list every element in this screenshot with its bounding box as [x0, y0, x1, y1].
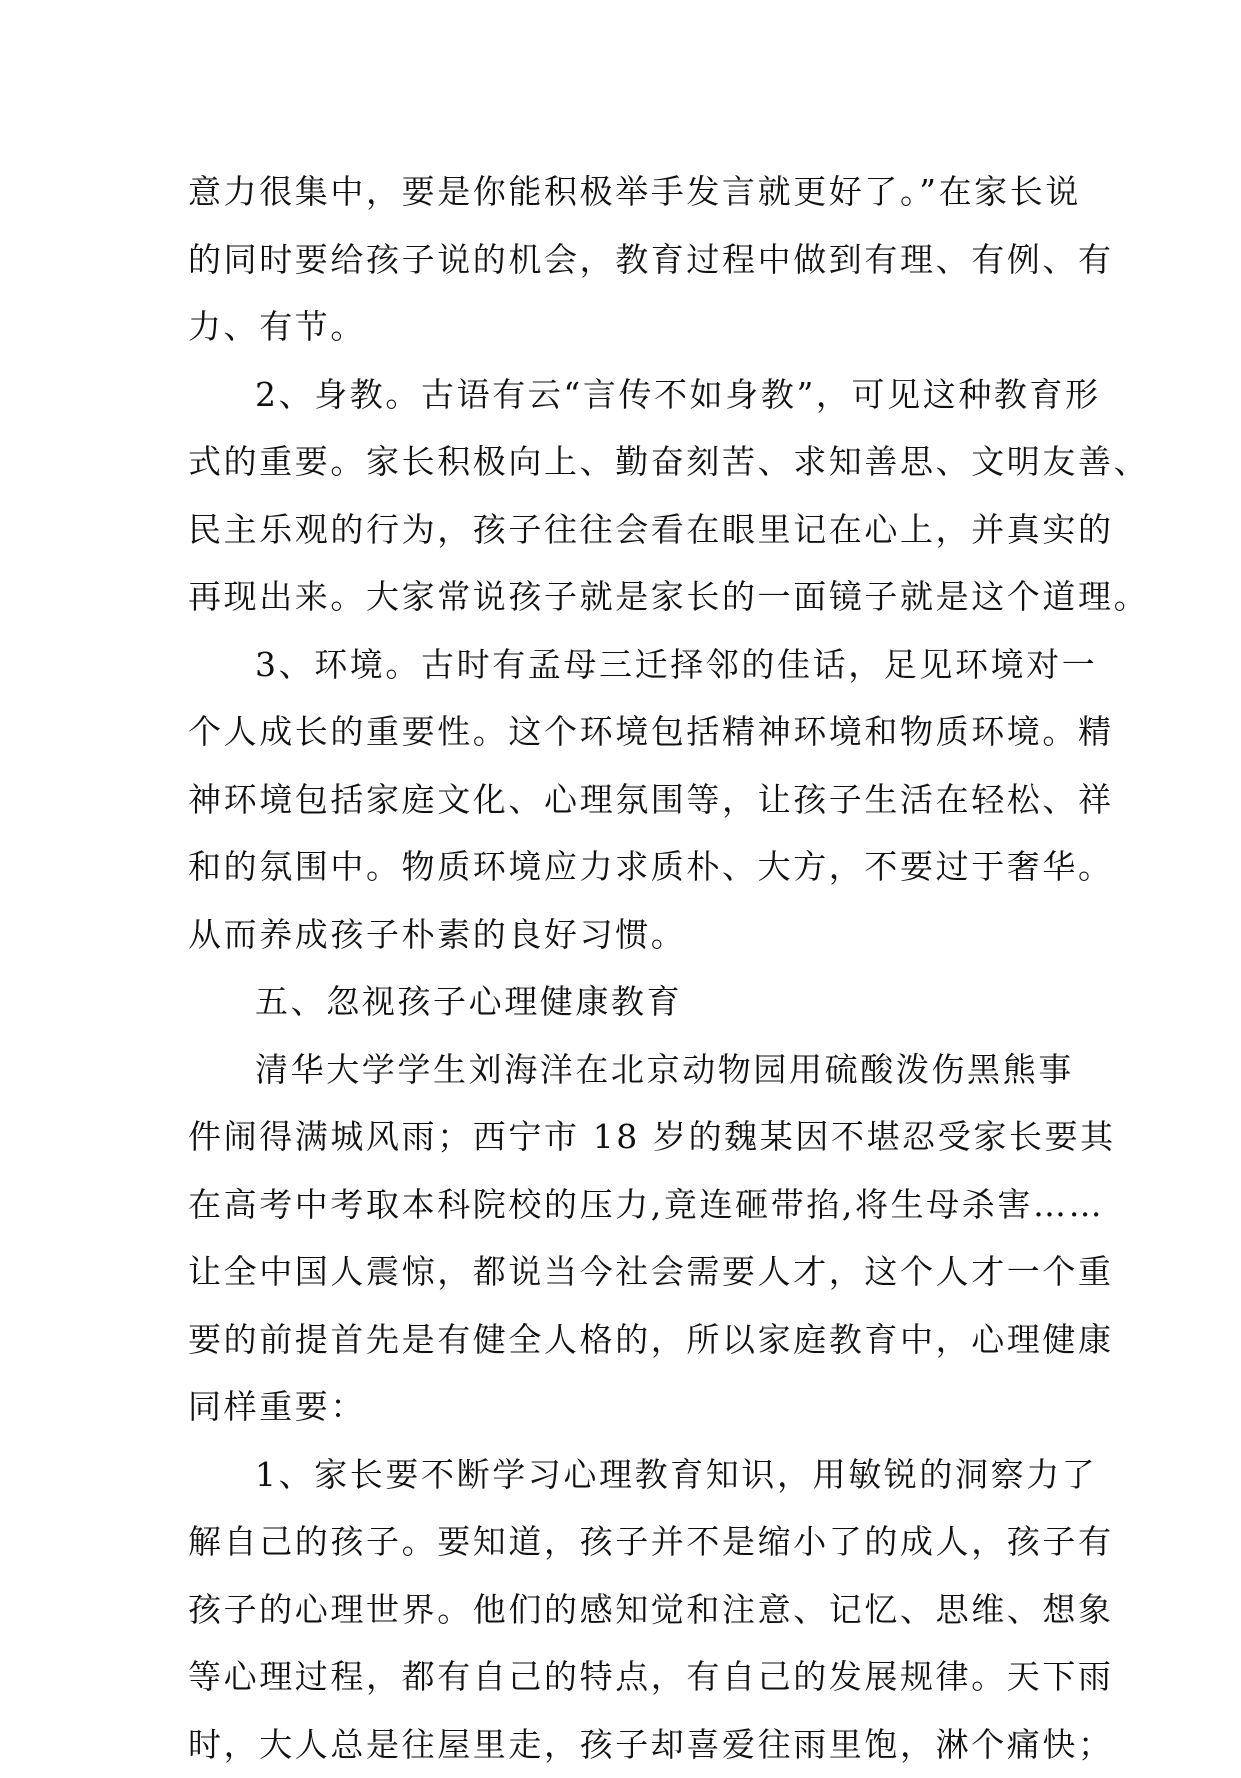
text-line: 要的前提首先是有健全人格的，所以家庭教育中，心理健康 — [188, 1306, 1068, 1374]
text-line: 式的重要。家长积极向上、勤奋刻苦、求知善思、文明友善、 — [188, 428, 1068, 496]
text-line: 解自己的孩子。要知道，孩子并不是缩小了的成人，孩子有 — [188, 1508, 1068, 1576]
text-line: 个人成长的重要性。这个环境包括精神环境和物质环境。精 — [188, 698, 1068, 766]
text-line: 时，大人总是往屋里走，孩子却喜爱往雨里饱，淋个痛快； — [188, 1711, 1068, 1778]
document-body — [188, 158, 1068, 1778]
text-line: 等心理过程，都有自己的特点，有自己的发展规律。天下雨 — [188, 1643, 1068, 1711]
text-line: 孩子的心理世界。他们的感知觉和注意、记忆、思维、想象 — [188, 1576, 1068, 1644]
text-line: 力、有节。 — [188, 293, 1068, 361]
text-line: 和的氛围中。物质环境应力求质朴、大方，不要过于奢华。 — [188, 833, 1068, 901]
text-line: 件闹得满城风雨；西宁市 18 岁的魏某因不堪忍受家长要其 — [188, 1103, 1068, 1171]
text-line: 同样重要： — [188, 1373, 1068, 1441]
text-line: 从而养成孩子朴素的良好习惯。 — [188, 901, 1068, 969]
text-line: 再现出来。大家常说孩子就是家长的一面镜子就是这个道理。 — [188, 563, 1068, 631]
text-line: 让全中国人震惊，都说当今社会需要人才，这个人才一个重 — [188, 1238, 1068, 1306]
paragraph-start-line: 清华大学学生刘海洋在北京动物园用硫酸泼伤黑熊事 — [188, 1036, 1068, 1104]
text-line: 的同时要给孩子说的机会，教育过程中做到有理、有例、有 — [188, 226, 1068, 294]
text-line: 在高考中考取本科院校的压力,竟连砸带掐,将生母杀害…… — [188, 1171, 1068, 1239]
text-line: 意力很集中，要是你能积极举手发言就更好了。”在家长说 — [188, 158, 1068, 226]
text-line: 神环境包括家庭文化、心理氛围等，让孩子生活在轻松、祥 — [188, 766, 1068, 834]
text-line: 民主乐观的行为，孩子往往会看在眼里记在心上，并真实的 — [188, 496, 1068, 564]
section-heading: 五、忽视孩子心理健康教育 — [188, 968, 1068, 1036]
paragraph-start-line: 2、身教。古语有云“言传不如身教”，可见这种教育形 — [188, 361, 1068, 429]
paragraph-start-line: 1、家长要不断学习心理教育知识，用敏锐的洞察力了 — [188, 1441, 1068, 1509]
paragraph-start-line: 3、环境。古时有孟母三迁择邻的佳话，足见环境对一 — [188, 631, 1068, 699]
